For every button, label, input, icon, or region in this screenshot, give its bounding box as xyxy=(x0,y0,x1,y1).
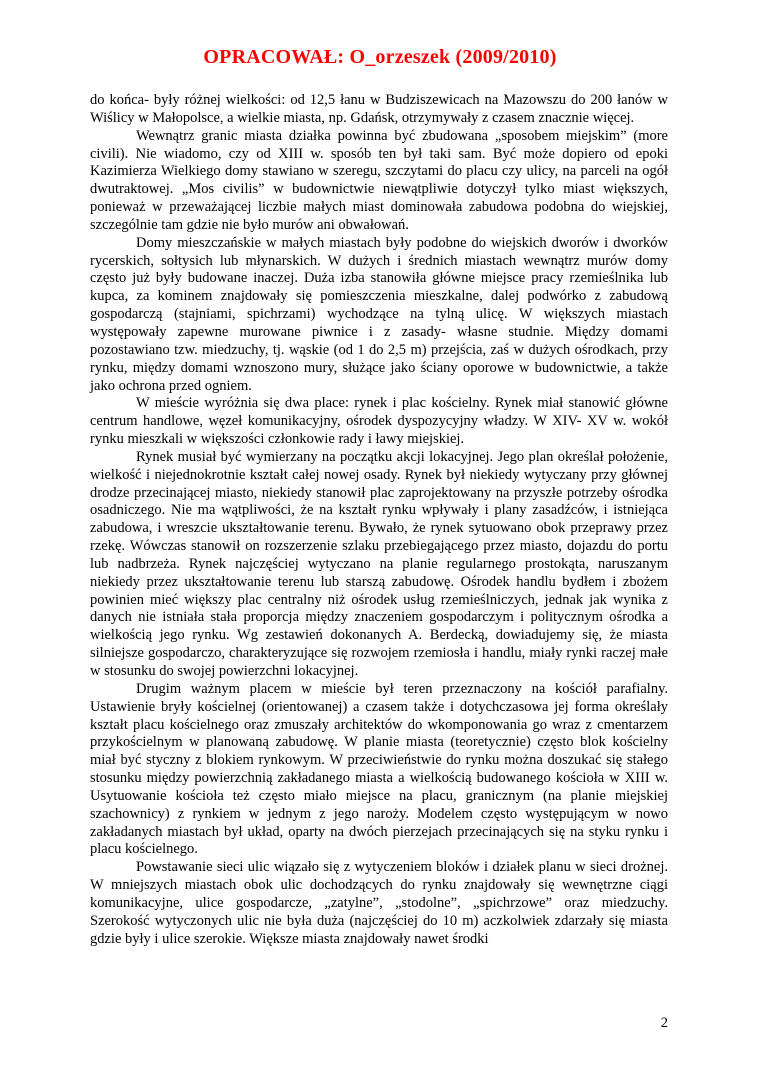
paragraph-rynek: Rynek musiał być wymierzany na początku akcji lokacyjnej. Jego plan określał położenie, wielkość i niejednokrotnie kształt całej nowej osady. Rynek był niekiedy wytyczany przy głównej drodze przecinającej miasto, niekiedy stanowił plac zaprojektowany na przyszłe potrzeby ośrodka osadniczego. Nie ma wątpliwości, że na kształt rynku wpływały i plany zasadźców, i istniejąca zabudowa, i wreszcie ukształtowanie terenu. Bywało, że rynek sytuowano obok przeprawy przez rzekę. Wówczas stanowił on rozszerzenie szlaku przebiegającego przez miasto, dojazdu do portu lub nadbrzeża. Rynek najczęściej wytyczano na planie regularnego prostokąta, naruszanym niekiedy przez ukształtowanie terenu lub starszą zabudowę. Ośrodek handlu bydłem i zbożem powinien mieć większy plac centralny niż ośrodek usług rzemieślniczych, jednak jak wynika z danych nie istniała stała proporcja między znaczeniem gospodarczym i politycznym ośrodka a wielkością jego rynku. Wg zestawień dokonanych A. Berdecką, dowiadujemy się, że miasta silniejsze gospodarczo, charakteryzujące się rozwojem rzemiosła i handlu, miały rynki raczej małe w stosunku do swojej powierzchni lokacyjnej. xyxy=(90,448,668,679)
paragraph-kosciol: Drugim ważnym placem w mieście był teren przeznaczony na kościół parafialny. Ustawienie bryły kościelnej (orientowanej) a czasem także i dotychczasowa jej forma określały kształt placu kościelnego oraz zmuszały architektów do wkomponowania go wraz z cmentarzem przykościelnym w planowaną zabudowę. W planie miasta (teoretycznie) często blok kościelny miał być styczny z blokiem rynkowym. W przeciwieństwie do rynku można doszukać się stałego stosunku między powierzchnią zakładanego miasta a wielkością budowanego kościoła w XIII w. Usytuowanie kościoła też często miało miejsce na placu, granicznym (na planie miejskiej szachownicy) z rynkiem w jednym z jego naroży. Modelem często występującym w nowo zakładanych miastach był układ, oparty na dwóch pierzejach przecinających się na styku rynku i placu kościelnego. xyxy=(90,680,668,858)
paragraph-zabudowa: Wewnątrz granic miasta działka powinna być zbudowana „sposobem miejskim” (more civili). Nie wiadomo, czy od XIII w. sposób ten był taki sam. Być może dopiero od epoki Kazimierza Wielkiego domy stawiano w szeregu, szczytami do placu czy ulicy, na parceli na ogół dwutraktowej. „Mos civilis” w budownictwie niewątpliwie dotyczył tylko miast większych, ponieważ w przeważającej liczbie małych miast dominowała zabudowa podobna do wiejskiej, szczególnie tam gdzie nie było murów ani obwałowań. xyxy=(90,127,668,233)
page-number: 2 xyxy=(660,1015,668,1031)
document-header: OPRACOWAŁ: O_orzeszek (2009/2010) xyxy=(203,46,557,68)
document-body xyxy=(90,92,668,949)
paragraph-continuation: do końca- były różnej wielkości: od 12,5 łanu w Budziszewicach na Mazowszu do 200 łanów w Wiślicy w Małopolsce, a wielkie miasta, np. Gdańsk, otrzymywały z czasem znacznie więcej. xyxy=(90,92,668,126)
paragraph-ulice: Powstawanie sieci ulic wiązało się z wytyczeniem bloków i działek planu w sieci drożnej. W mniejszych miastach obok ulic dochodzących do rynku znajdowały się wewnętrzne ciągi komunikacyjne, ulice gospodarcze, „zatylne”, „stodolne”, „spichrzowe” oraz miedzuchy. Szerokość wytyczonych ulic nie była duża (najczęściej do 10 m) aczkolwiek zdarzały się miasta gdzie były i ulice szerokie. Większe miasta znajdowały nawet środki xyxy=(90,859,668,947)
paragraph-place: W mieście wyróżnia się dwa place: rynek i plac kościelny. Rynek miał stanowić główne centrum handlowe, węzeł komunikacyjny, ośrodek dyspozycyjny władzy. W XIV- XV w. wokół rynku mieszkali w większości członkowie rady i ławy miejskiej. xyxy=(90,395,668,448)
paragraph-domy: Domy mieszczańskie w małych miastach były podobne do wiejskich dworów i dworków rycerskich, sołtysich lub młynarskich. W dużych i średnich miastach wewnątrz murów domy często już były budowane inaczej. Duża izba stanowiła główne miejsce pracy rzemieślnika lub kupca, za kominem znajdowały się pomieszczenia mieszkalne, dalej podwórko z zabudową gospodarczą (stajniami, spichrzami) wychodzące na tylną ulicę. W większych miastach występowały zapewne murowane piwnice i z zasady- własne studnie. Między domami pozostawiano tzw. miedzuchy, tj. wąskie (od 1 do 2,5 m) przejścia, zaś w dużych ośrodkach, przy rynku, między domami wznoszono mury, służące jako ściany oporowe w budownictwie, a także jako ochrona przed ogniem. xyxy=(90,234,668,394)
